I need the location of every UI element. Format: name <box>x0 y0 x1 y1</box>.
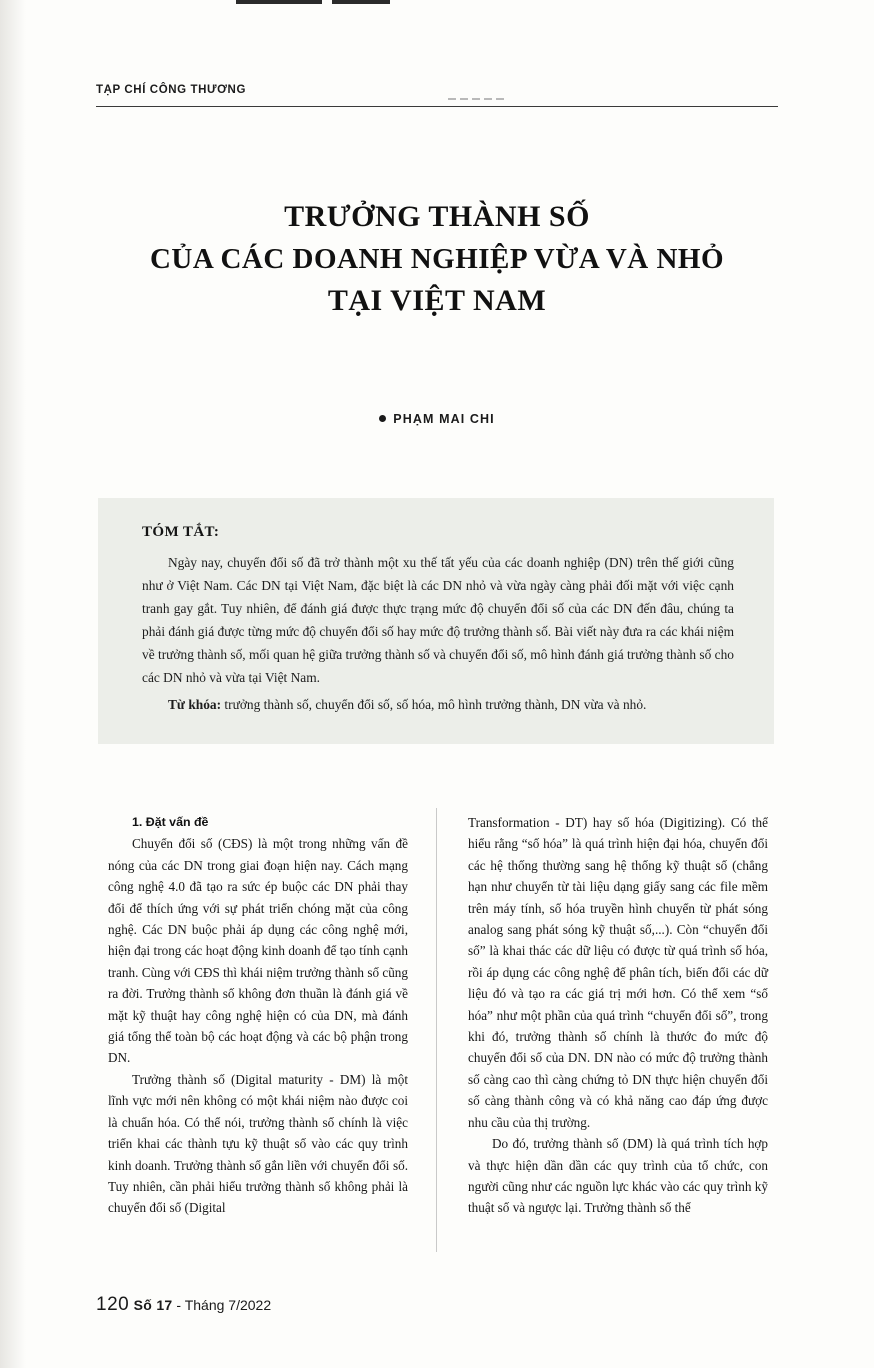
header-dash-ornament <box>448 98 504 100</box>
page-content <box>96 0 778 1368</box>
title-line-3: TẠI VIỆT NAM <box>327 284 547 317</box>
section-heading-1: 1. Đặt vấn đề <box>132 815 209 829</box>
author-name: PHẠM MAI CHI <box>393 412 495 426</box>
abstract-body: Ngày nay, chuyển đổi số đã trở thành một xu thế tất yếu của các doanh nghiệp (DN) trên thế giới cũng như ở Việt Nam. Các DN tại Việt Nam, đặc biệt là các DN nhỏ và vừa ngày càng phải đối mặt với việc cạnh tranh gay gắt. Tuy nhiên, để đánh giá được thực trạng mức độ chuyển đổi số của các DN đến đâu, chúng ta phải đánh giá được từng mức độ chuyển đổi số hay mức độ trưởng thành số. Bài viết này đưa ra các khái niệm về trưởng thành số, mối quan hệ giữa trưởng thành số và chuyển đổi số, mô hình đánh giá trưởng thành số cho các DN nhỏ và vừa tại Việt Nam. <box>142 555 734 685</box>
keywords-text: trưởng thành số, chuyển đổi số, số hóa, mô hình trưởng thành, DN vừa và nhỏ. <box>221 697 647 712</box>
abstract-heading: TÓM TẮT: <box>142 524 220 540</box>
page-footer <box>96 1294 778 1316</box>
bullet-icon <box>379 415 386 422</box>
abstract-keywords <box>142 693 734 716</box>
paragraph-left-1: Chuyển đổi số (CĐS) là một trong những vấn đề nóng của các DN trong giai đoạn hiện nay. Cách mạng công nghệ 4.0 đã tạo ra sức ép buộc các DN phải thay đổi để thích ứng với sự phát triển chóng mặt của công nghệ. Các DN buộc phải áp dụng các công nghệ mới, hiện đại trong các hoạt động kinh doanh để tạo tính cạnh tranh. Cùng với CĐS thì khái niệm trưởng thành số cũng ra đời. Trưởng thành số không đơn thuần là đánh giá về mặt kỹ thuật hay công nghệ hiện có của DN, mà đánh giá tổng thể toàn bộ các hoạt động và các bộ phận trong DN. <box>108 836 408 1066</box>
author-byline <box>96 412 778 426</box>
journal-name: TẠP CHÍ CÔNG THƯƠNG <box>96 84 247 96</box>
column-left <box>108 812 408 1219</box>
paragraph-left-2: Trưởng thành số (Digital maturity - DM) là một lĩnh vực mới nên không có một khái niệm nào được coi là chuẩn hóa. Có thể nói, trưởng thành số chính là việc triển khai các thành tựu kỹ thuật số vào các quy trình kinh doanh. Trưởng thành số gắn liền với chuyển đổi số. Tuy nhiên, cần phải hiểu trưởng thành số không phải là chuyển đổi số (Digital <box>108 1071 408 1216</box>
page-number: 120 <box>96 1294 130 1315</box>
issue-label: Số 17 <box>133 1297 173 1313</box>
title-line-2: CỦA CÁC DOANH NGHIỆP VỪA VÀ NHỎ <box>149 243 725 275</box>
keywords-label: Từ khóa: <box>168 697 222 712</box>
abstract-box <box>98 498 774 744</box>
header-rule <box>96 106 778 107</box>
column-right <box>468 812 768 1219</box>
body-columns <box>108 812 768 1242</box>
title-line-1: TRƯỞNG THÀNH SỐ <box>284 200 590 233</box>
running-header <box>96 84 778 106</box>
issue-date: - Tháng 7/2022 <box>172 1297 272 1313</box>
paragraph-right-1: Transformation - DT) hay số hóa (Digitizing). Có thể hiểu rằng “số hóa” là quá trình hiện đại hóa, chuyển đổi các hệ thống thường sang hệ thống kỹ thuật số (chẳng hạn như chuyển từ tài liệu dạng giấy sang các file mềm trên máy tính, số hóa truyền hình chuyển từ phát sóng analog sang phát sóng kỹ thuật số,...). Còn “chuyển đổi số” là khai thác các dữ liệu có được từ quá trình số hóa, rồi áp dụng các công nghệ để phân tích, biến đổi các dữ liệu đó và tạo ra các giá trị mới hơn. Có thể xem “số hóa” như một phần của quá trình “chuyển đổi số”, trong khi đó, trưởng thành số chính là thước đo mức độ chuyển đổi số của DN. DN nào có mức độ trưởng thành số càng cao thì càng chứng tỏ DN thực hiện chuyển đổi số càng thành công và có khả năng cao đáp ứng được nhu cầu của thị trường. <box>468 815 768 1130</box>
paragraph-right-2: Do đó, trưởng thành số (DM) là quá trình tích hợp và thực hiện dần dần các quy trình của tổ chức, con người cũng như các nguồn lực khác vào các quy trình kỹ thuật số và ngược lại. Trưởng thành số thể <box>468 1136 768 1216</box>
scan-edge-shadow <box>0 0 26 1368</box>
article-title <box>96 196 778 322</box>
